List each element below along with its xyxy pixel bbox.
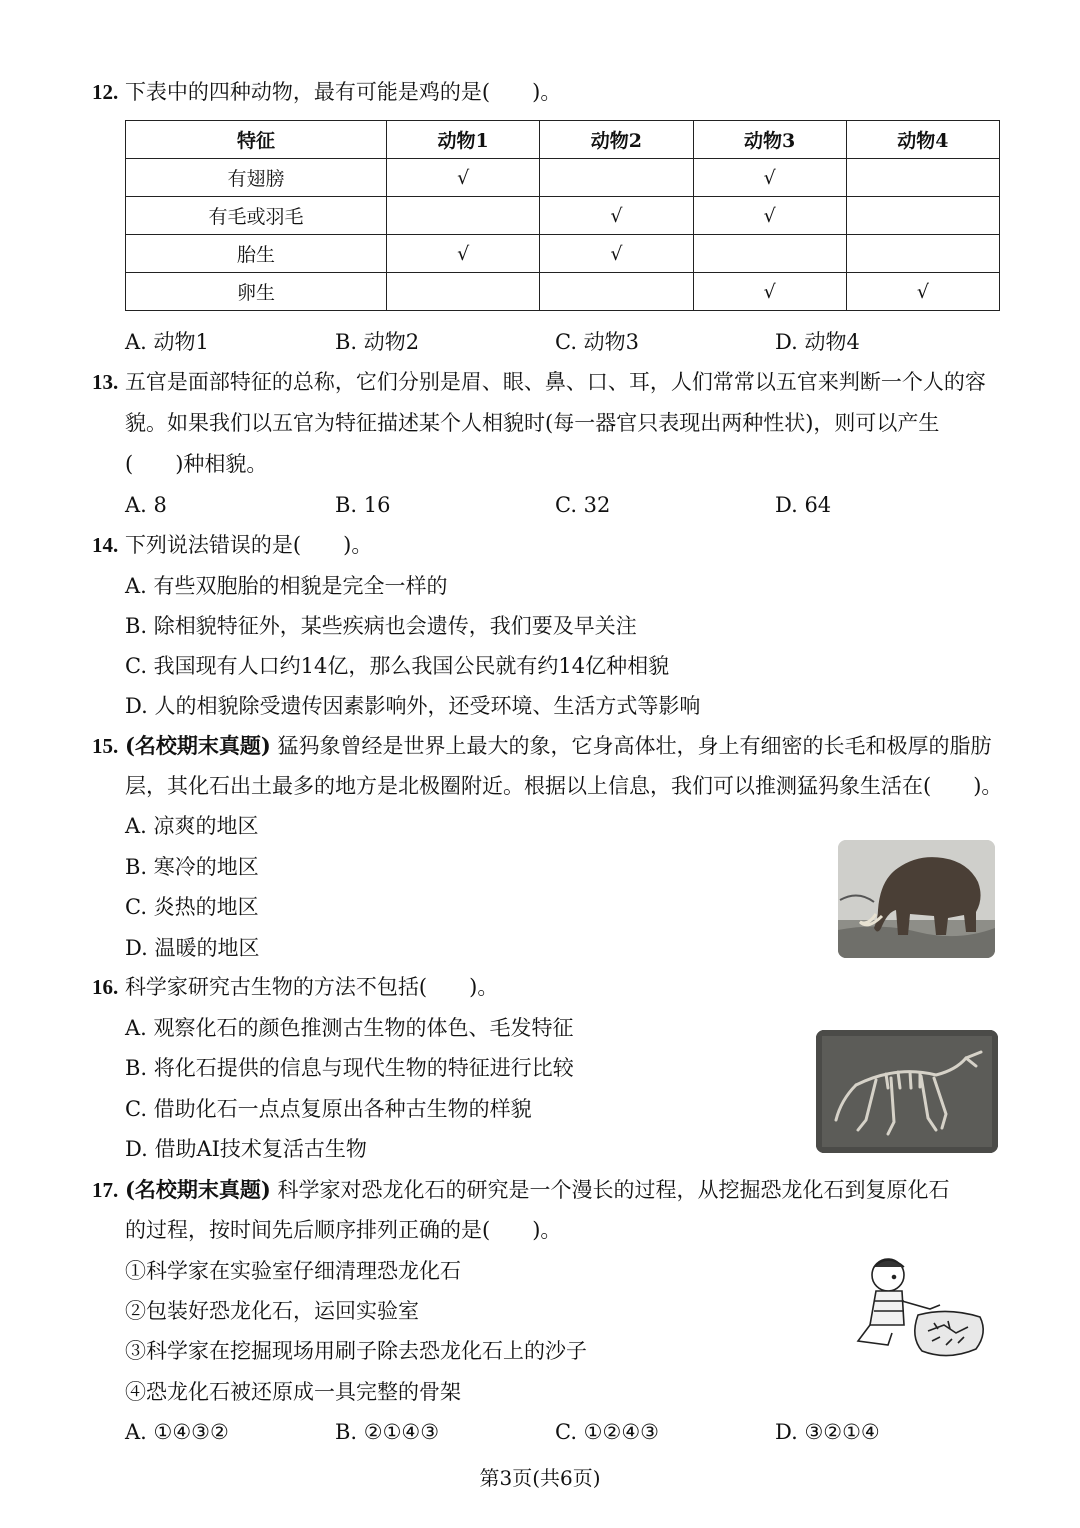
table-cell: √ — [540, 197, 693, 235]
table-cell — [846, 197, 999, 235]
q13-option-b[interactable]: B. 16 — [335, 493, 391, 517]
table-cell: √ — [387, 159, 540, 197]
fossil-image — [816, 1030, 998, 1153]
q15-number: 15. — [92, 734, 119, 758]
q15-text-1: 猛犸象曾经是世界上最大的象，它身高体壮，身上有细密的长毛和极厚的脂肪 — [277, 734, 992, 758]
q16-option-a[interactable]: A. 观察化石的颜色推测古生物的体色、毛发特征 — [125, 1016, 574, 1040]
table-cell: √ — [693, 159, 846, 197]
q16-stem: 科学家研究古生物的方法不包括( )。 — [124, 975, 499, 999]
q15-source-tag: (名校期末真题) — [124, 733, 271, 758]
table-row — [126, 197, 1000, 235]
q15-option-c[interactable]: C. 炎热的地区 — [125, 895, 259, 919]
q12-stem: 下表中的四种动物，最有可能是鸡的是( )。 — [124, 80, 562, 104]
q13-option-d[interactable]: D. 64 — [775, 493, 832, 517]
table-header: 动物2 — [540, 121, 693, 159]
table-feature: 有毛或羽毛 — [126, 197, 387, 235]
q17-source-tag: (名校期末真题) — [124, 1177, 271, 1202]
table-feature: 卵生 — [126, 273, 387, 311]
q17-option-b[interactable]: B. ②①④③ — [335, 1420, 440, 1444]
q15-option-b[interactable]: B. 寒冷的地区 — [125, 855, 259, 879]
table-header: 动物3 — [693, 121, 846, 159]
dig-illustration — [848, 1245, 993, 1367]
q16-option-c[interactable]: C. 借助化石一点点复原出各种古生物的样貌 — [125, 1097, 532, 1121]
q15-line-2: 层，其化石出土最多的地方是北极圈附近。根据以上信息，我们可以推测猛犸象生活在( )。 — [125, 774, 1003, 798]
table-cell — [693, 235, 846, 273]
table-feature: 有翅膀 — [126, 159, 387, 197]
table-cell: √ — [540, 235, 693, 273]
table-cell: √ — [693, 197, 846, 235]
q14-option-d[interactable]: D. 人的相貌除受遗传因素影响外，还受环境、生活方式等影响 — [125, 694, 701, 718]
q13-option-c[interactable]: C. 32 — [555, 493, 611, 517]
table-row — [126, 235, 1000, 273]
q17-option-c[interactable]: C. ①②④③ — [555, 1420, 659, 1444]
page-footer: 第3页(共6页) — [479, 1466, 601, 1490]
q17-step-3: ③科学家在挖掘现场用刷子除去恐龙化石上的沙子 — [125, 1339, 587, 1363]
q17-number: 17. — [92, 1178, 119, 1202]
table-header-row — [126, 121, 1000, 159]
mammoth-image — [838, 840, 995, 958]
q17-line-2: 的过程，按时间先后顺序排列正确的是( )。 — [125, 1218, 562, 1242]
table-row — [126, 273, 1000, 311]
q17-option-a[interactable]: A. ①④③② — [125, 1420, 229, 1444]
q12-option-d[interactable]: D. 动物4 — [775, 330, 860, 354]
q13-option-a[interactable]: A. 8 — [125, 493, 167, 517]
q16-stem-line — [92, 967, 498, 1007]
q17-step-4: ④恐龙化石被还原成一具完整的骨架 — [125, 1380, 461, 1404]
table-cell — [540, 273, 693, 311]
q12-option-a[interactable]: A. 动物1 — [125, 330, 209, 354]
table-cell — [846, 159, 999, 197]
table-cell: √ — [387, 235, 540, 273]
q15-line-1 — [92, 726, 992, 766]
table-cell — [540, 159, 693, 197]
q13-line-1 — [92, 362, 986, 402]
table-header: 动物4 — [846, 121, 999, 159]
q15-option-a[interactable]: A. 凉爽的地区 — [125, 814, 259, 838]
q14-option-c[interactable]: C. 我国现有人口约14亿，那么我国公民就有约14亿种相貌 — [125, 654, 670, 678]
q12-number: 12. — [92, 80, 119, 104]
q13-line-3: ( )种相貌。 — [125, 452, 268, 476]
q16-option-d[interactable]: D. 借助AI技术复活古生物 — [125, 1137, 367, 1161]
q14-option-a[interactable]: A. 有些双胞胎的相貌是完全一样的 — [125, 574, 448, 598]
q16-number: 16. — [92, 975, 119, 999]
q17-text-1: 科学家对恐龙化石的研究是一个漫长的过程，从挖掘恐龙化石到复原化石 — [277, 1178, 950, 1202]
q17-option-d[interactable]: D. ③②①④ — [775, 1420, 880, 1444]
q12-option-b[interactable]: B. 动物2 — [335, 330, 420, 354]
table-cell — [387, 273, 540, 311]
table-cell — [846, 235, 999, 273]
q12-stem-line — [92, 72, 561, 112]
q16-option-b[interactable]: B. 将化石提供的信息与现代生物的特征进行比较 — [125, 1056, 574, 1080]
table-header: 动物1 — [387, 121, 540, 159]
table-cell: √ — [846, 273, 999, 311]
q14-stem: 下列说法错误的是( )。 — [124, 533, 373, 557]
q13-text-1: 五官是面部特征的总称，它们分别是眉、眼、鼻、口、耳，人们常常以五官来判断一个人的容 — [124, 370, 986, 394]
table-header: 特征 — [126, 121, 387, 159]
q17-step-2: ②包装好恐龙化石，运回实验室 — [125, 1299, 419, 1323]
q15-option-d[interactable]: D. 温暖的地区 — [125, 936, 260, 960]
table-cell — [387, 197, 540, 235]
q14-number: 14. — [92, 533, 119, 557]
q14-option-b[interactable]: B. 除相貌特征外，某些疾病也会遗传，我们要及早关注 — [125, 614, 637, 638]
q17-step-1: ①科学家在实验室仔细清理恐龙化石 — [125, 1259, 461, 1283]
q13-number: 13. — [92, 370, 119, 394]
q12-table — [125, 120, 1000, 311]
q13-line-2: 貌。如果我们以五官为特征描述某个人相貌时(每一器官只表现出两种性状)，则可以产生 — [125, 411, 940, 435]
table-feature: 胎生 — [126, 235, 387, 273]
q12-option-c[interactable]: C. 动物3 — [555, 330, 640, 354]
q17-line-1 — [92, 1170, 950, 1210]
q14-stem-line — [92, 525, 372, 565]
table-cell: √ — [693, 273, 846, 311]
table-row — [126, 159, 1000, 197]
